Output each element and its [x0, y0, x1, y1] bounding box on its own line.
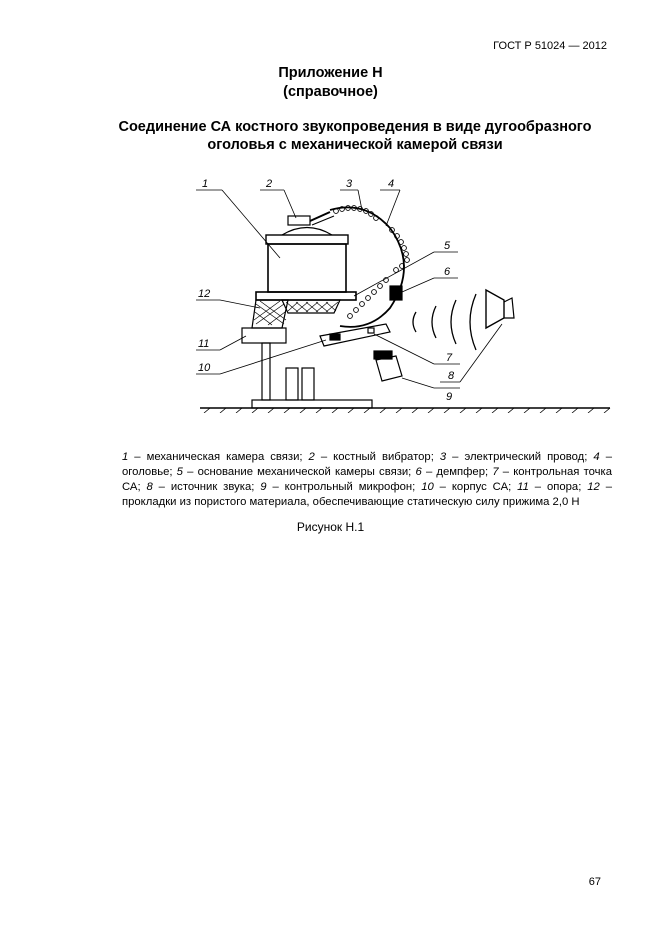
coupler-body [268, 244, 346, 292]
legend-text-9: – контрольный микрофон; [266, 481, 422, 493]
label-4: 4 [388, 178, 395, 190]
label-11: 11 [198, 338, 210, 350]
legend-num-9: 9 [260, 481, 267, 493]
figure-heading [60, 118, 650, 154]
technical-drawing [190, 168, 630, 413]
legend-text-11: – опора; [528, 481, 588, 493]
stand-top-plate [242, 328, 286, 343]
bone-vibrator [288, 216, 310, 225]
porous-pad-hatch [254, 301, 286, 325]
label-12: 12 [198, 288, 211, 300]
leader-lines [196, 190, 502, 388]
legend-num-4: 4 [593, 451, 600, 463]
legend-text-10: – корпус СА; [433, 481, 518, 493]
legend-num-11: 11 [517, 481, 529, 493]
label-1: 1 [202, 178, 209, 190]
legend-num-5: 5 [176, 466, 183, 478]
appendix-subtitle: (справочное) [283, 84, 378, 100]
legend-num-10: 10 [421, 481, 434, 493]
label-3: 3 [346, 178, 353, 190]
label-8: 8 [448, 370, 455, 382]
control-microphone [376, 356, 402, 381]
legend-num-1: 1 [122, 451, 129, 463]
label-6: 6 [444, 266, 451, 278]
electric-cable [334, 206, 410, 319]
legend-num-6: 6 [415, 466, 422, 478]
legend-text-12: – прокладки из пористого материала, обеспечивающие статическую силу прижима 2,0 Н [122, 481, 613, 508]
legend-num-2: 2 [308, 451, 315, 463]
coupler-base-plate [256, 292, 356, 300]
page-number: 67 [588, 876, 601, 888]
figure-heading-line2: оголовья с механической камерой связи [207, 137, 503, 153]
appendix-heading [0, 64, 661, 102]
appendix-title: Приложение Н [278, 65, 383, 81]
figure-caption: Рисунок Н.1 [296, 520, 365, 534]
stand-column [262, 343, 270, 400]
figure-heading-line1: Соединение СА костного звукопроведения в виде дугообразного [118, 119, 592, 135]
damper [390, 286, 402, 300]
label-5: 5 [444, 240, 451, 252]
test-point [330, 334, 340, 340]
legend-text-2: – костный вибратор; [314, 451, 440, 463]
legend-text-4: – оголовье; [122, 451, 612, 478]
document-code: ГОСТ Р 51024 — 2012 [493, 40, 607, 52]
label-2: 2 [266, 178, 273, 190]
label-10: 10 [198, 362, 211, 374]
legend-text-8: – источник звука; [152, 481, 261, 493]
post-right [302, 368, 314, 400]
label-9: 9 [446, 391, 453, 403]
legend-text-7: – контрольная точка СА; [122, 466, 613, 493]
headband [330, 207, 404, 327]
legend-num-12: 12 [587, 481, 600, 493]
legend-num-3: 3 [439, 451, 447, 463]
sound-waves [413, 294, 476, 350]
legend-text-3: – электрический провод; [446, 451, 594, 463]
stand-base [252, 400, 372, 408]
label-7: 7 [446, 352, 453, 364]
coupler-dome [282, 228, 332, 236]
legend-text-1: – механическая камера связи; [128, 451, 309, 463]
legend-num-7: 7 [492, 466, 499, 478]
legend-text-5: – основание механической камеры связи; [182, 466, 416, 478]
loudspeaker [486, 290, 504, 328]
legend-num-8: 8 [146, 481, 153, 493]
figure-legend [122, 450, 612, 510]
post-left [286, 368, 298, 400]
legend-text-6: – демпфер; [421, 466, 493, 478]
coupler-top-flange [266, 235, 348, 244]
